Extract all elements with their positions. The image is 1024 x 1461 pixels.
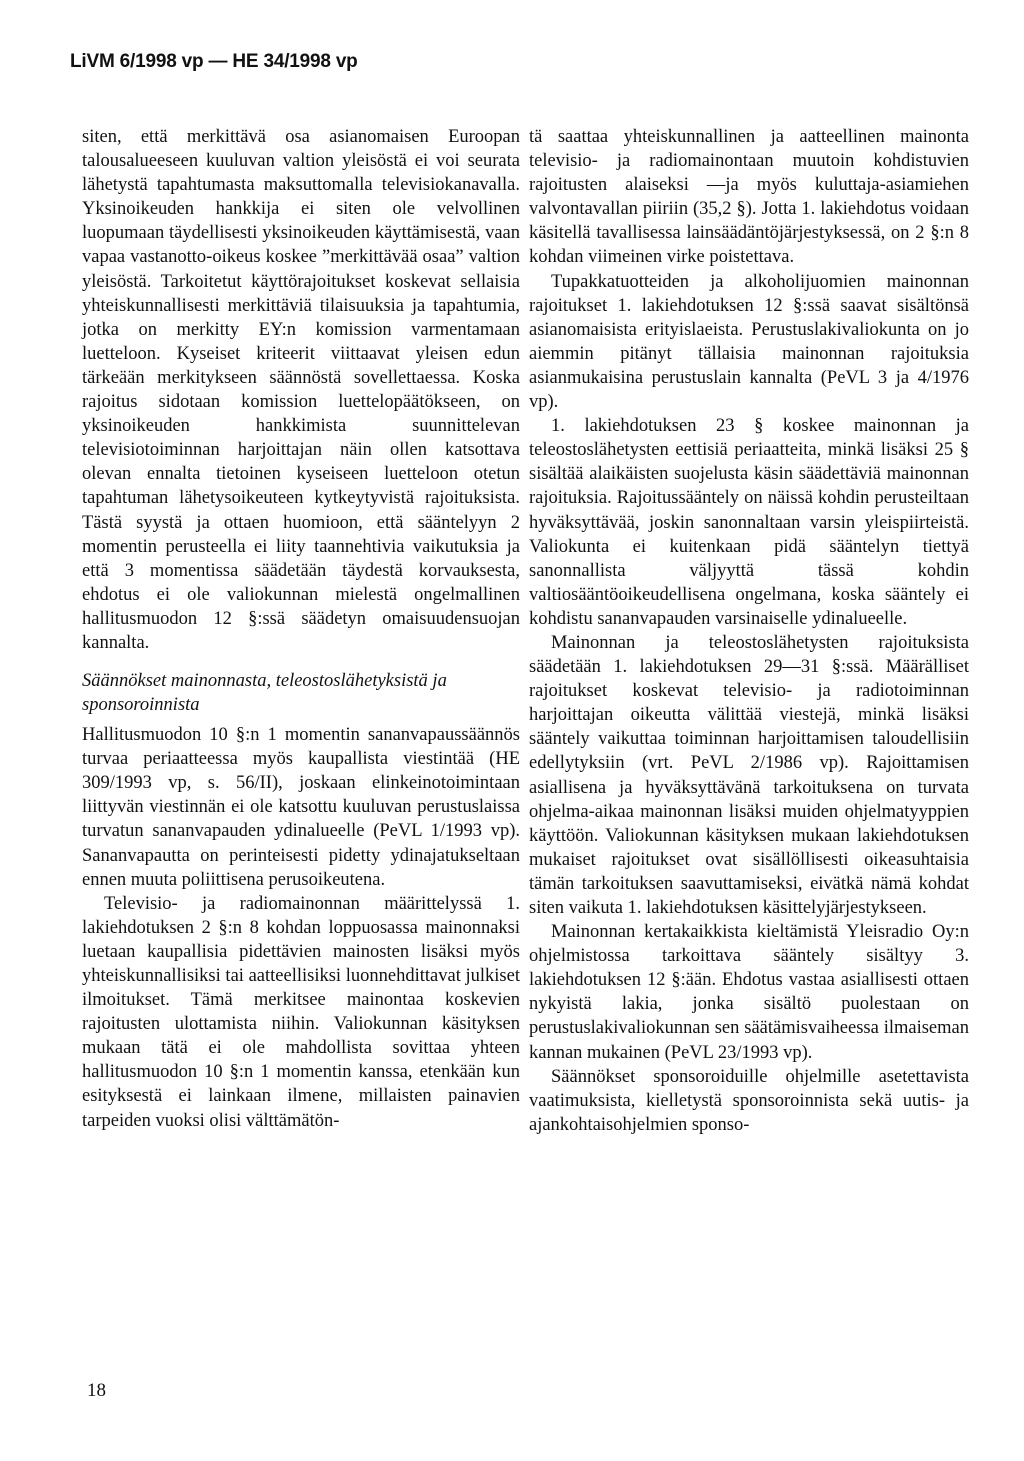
right-column: [529, 125, 969, 1137]
paragraph: Säännökset sponsoroiduille ohjelmille asetettavista vaatimuksista, kielletystä sponsoroinnista sekä uutis- ja ajankohtaisohjelmien sponso-: [529, 1066, 969, 1135]
page-header: LiVM 6/1998 vp — HE 34/1998 vp: [70, 51, 358, 72]
paragraph: Tupakkatuotteiden ja alkoholijuomien mainonnan rajoitukset 1. lakiehdotuksen 12 §:ssä saavat sisältönsä asianomaisista erityislaeista. Perustuslakivaliokunta on jo aiemmin pitänyt tällaisia mainonnan rajoituksia asianmukaisina perustuslain kannalta (PeVL 3 ja 4/1976 vp).: [529, 271, 969, 413]
paragraph: 1. lakiehdotuksen 23 § koskee mainonnan ja teleostoslähetysten eettisiä periaatteita, minkä lisäksi 25 § sisältää alaikäisten suojelusta käsin säädettäviä mainonnan rajoituksia. Rajoitussääntely on näissä kohdin perusteiltaan hyväksyttävää, joskin sanonnaltaan varsin yleispiirteistä. Valiokunta ei kuitenkaan pidä sääntelyn tiettyä sanonnallista väljyyttä tässä kohdin valtiosääntöoikeudellisena ongelmana, koska sääntely ei kohdistu sananvapauden varsinaiselle ydinalueelle.: [529, 416, 969, 629]
paragraph: Hallitusmuodon 10 §:n 1 momentin sananvapaussäännös turvaa periaatteessa myös kaupallista viestintää (HE 309/1993 vp, s. 56/II), joskaan elinkeinotoimintaan liittyvän viestinnän ei ole katsottu kuuluvan perustuslaissa turvatun sananvapauden ydinalueelle (PeVL 1/1993 vp). Sananvapautta on perinteisesti pidetty ydinajatukseltaan ennen muuta poliittisena perusoikeutena.: [82, 725, 520, 890]
left-column: [82, 125, 520, 1133]
paragraph: Mainonnan ja teleostoslähetysten rajoituksista säädetään 1. lakiehdotuksen 29—31 §:ssä. Määrälliset rajoitukset koskevat televisio- ja radiotoiminnan harjoittajan oikeutta välittää viestejä, minkä lisäksi sääntely vaikuttaa toiminnan harjoittamisen taloudellisiin edellytyksiin (vrt. PeVL 2/1986 vp). Rajoittamisen asiallisena ja hyväksyttävänä tarkoituksena on turvata ohjelma-aikaa mainonnan lisäksi muiden ohjelmatyyppien käyttöön. Valiokunnan käsityksen mukaan lakiehdotuksen mukaiset rajoitukset ovat sisällöllisesti oikeasuhtaisia tämän tarkoituksen saavuttamiseksi, eivätkä nämä kohdat siten vaikuta 1. lakiehdotuksen käsittelyjärjestykseen.: [529, 632, 969, 918]
section-subheading: Säännökset mainonnasta, teleostoslähetyksistä ja sponsoroinnista: [82, 671, 447, 716]
paragraph: Televisio- ja radiomainonnan määrittelyssä 1. lakiehdotuksen 2 §:n 8 kohdan loppuosassa mainonnaksi luetaan kaupallisia pidettävien mainosten lisäksi myös yhteiskunnallisiksi tai aatteellisiksi luonnehdittavat julkiset ilmoitukset. Tämä merkitsee mainontaa koskevien rajoitusten ulottamista niihin. Valiokunnan käsityksen mukaan tätä ei ole mahdollista sovittaa yhteen hallitusmuodon 10 §:n 1 momentin kanssa, etenkään kun esityksestä ei lainkaan ilmene, millaisten painavien tarpeiden vuoksi olisi välttämätön-: [82, 893, 520, 1131]
paragraph: tä saattaa yhteiskunnallinen ja aatteellinen mainonta televisio- ja radiomainontaan muutoin kohdistuvien rajoitusten alaiseksi —ja myös kuluttaja-asiamiehen valvontavallan piiriin (35,2 §). Jotta 1. lakiehdotus voidaan käsitellä tavallisessa lainsäädäntöjärjestyksessä, on 2 §:n 8 kohdan viimeinen virke poistettava.: [529, 127, 969, 268]
paragraph: Mainonnan kertakaikkista kieltämistä Yleisradio Oy:n ohjelmistossa tarkoittava sääntely sisältyy 3. lakiehdotuksen 12 §:ään. Ehdotus vastaa asiallisesti ottaen nykyistä lakia, jonka sisältö puolestaan on perustuslakivaliokunnan sen säätämisvaiheessa ilmaiseman kannan mukainen (PeVL 23/1993 vp).: [529, 922, 969, 1063]
page-number: 18: [87, 1380, 106, 1401]
paragraph: siten, että merkittävä osa asianomaisen Euroopan talousalueeseen kuuluvan valtion yleisöstä ei voi seurata lähetystä tapahtumasta maksuttomalla televisiokanavalla. Yksinoikeuden hankkija ei siten ole velvollinen luopumaan täydellisesti yksinoikeuden käyttämisestä, vaan vapaa vastanotto-oikeus koskee ”merkittävää osaa” valtion yleisöstä. Tarkoitetut käyttörajoitukset koskevat sellaisia yhteiskunnallisesti merkittäviä tilaisuuksia ja tapahtumia, jotka on merkitty EY:n komission varmentamaan luetteloon. Kyseiset kriteerit viittaavat yleisen edun tärkeään merkitykseen säännöstä sovellettaessa. Koska rajoitus sidotaan komission luettelopäätökseen, on yksinoikeuden hankkimista suunnittelevan televisiotoiminnan harjoittajan näin ollen katsottava olevan ennalta tietoinen kyseiseen luetteloon otetun tapahtuman lähetysoikeuteen kytkeytyvistä rajoituksista. Tästä syystä ja ottaen huomioon, että sääntelyyn 2 momentin perusteella ei liity taannehtivia vaikutuksia ja että 3 momentissa säädetään täydestä korvauksesta, ehdotus ei ole valiokunnan mielestä ongelmallinen hallitusmuodon 12 §:ssä säädetyn omaisuudensuojan kannalta.: [82, 127, 520, 653]
